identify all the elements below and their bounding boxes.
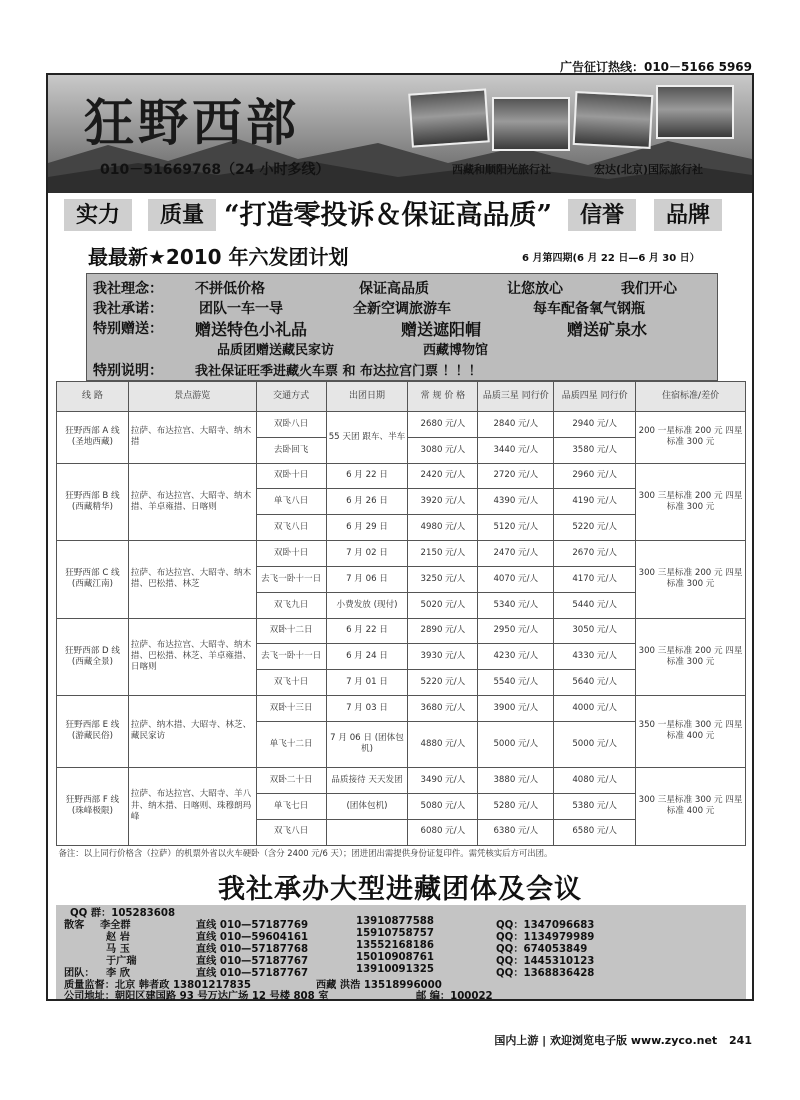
philosophy-label: 特别说明： bbox=[93, 363, 163, 379]
regular-price: 3250 元/人 bbox=[408, 566, 478, 592]
slogan-word: 实力 bbox=[64, 199, 132, 231]
photo-strip bbox=[410, 81, 740, 157]
hotel-standard: 300 三星标准 300 元 四星标准 400 元 bbox=[636, 767, 746, 845]
star3-price: 5280 元/人 bbox=[478, 793, 554, 819]
star3-price: 5000 元/人 bbox=[478, 721, 554, 767]
table-header-row bbox=[57, 382, 746, 412]
route-name: 狂野西部 F 线 (珠峰极限) bbox=[57, 767, 129, 845]
table-row bbox=[57, 695, 746, 721]
scenery-photo bbox=[492, 97, 570, 151]
quality-supervision-tibet: 西藏 洪浩 13518996000 bbox=[316, 980, 442, 991]
star4-price: 4330 元/人 bbox=[554, 644, 636, 670]
regular-price: 2680 元/人 bbox=[408, 412, 478, 438]
brand-logo: 狂野西部 bbox=[84, 93, 300, 152]
philosophy-item: 保证高品质 bbox=[359, 281, 429, 297]
contact-qq: QQ：1445310123 bbox=[496, 956, 595, 967]
philosophy-label: 我社承诺： bbox=[93, 301, 163, 317]
star4-price: 5440 元/人 bbox=[554, 592, 636, 618]
contact-qq: QQ：1368836428 bbox=[496, 968, 595, 979]
philosophy-note: 我社保证旺季进藏火车票 和 布达拉宫门票 ！！！ bbox=[195, 364, 482, 379]
group-conference-headline: 我社承办大型进藏团体及会议 bbox=[218, 874, 582, 905]
table-row bbox=[57, 463, 746, 489]
departure-dates: 6 月 26 日 bbox=[326, 489, 408, 515]
transport: 双卧十日 bbox=[256, 463, 326, 489]
contact-line: 直线 010—59604161 bbox=[196, 932, 309, 943]
column-header: 交通方式 bbox=[256, 382, 326, 412]
contact-name: 于广瑞 bbox=[106, 956, 137, 967]
column-header: 景点游览 bbox=[128, 382, 256, 412]
star4-price: 4000 元/人 bbox=[554, 695, 636, 721]
scenery-photo bbox=[573, 91, 654, 149]
star3-price: 4070 元/人 bbox=[478, 566, 554, 592]
star4-price: 4080 元/人 bbox=[554, 767, 636, 793]
company-address: 公司地址：朝阳区建国路 93 号万达广场 12 号楼 808 室 bbox=[64, 991, 329, 1002]
scenery-photo bbox=[408, 88, 490, 147]
regular-price: 6080 元/人 bbox=[408, 819, 478, 845]
regular-price: 3680 元/人 bbox=[408, 695, 478, 721]
transport: 双飞八日 bbox=[256, 515, 326, 541]
contact-mobile: 15910758757 bbox=[356, 928, 434, 939]
star4-price: 4190 元/人 bbox=[554, 489, 636, 515]
regular-price: 4880 元/人 bbox=[408, 721, 478, 767]
route-name: 狂野西部 D 线 (西藏全景) bbox=[57, 618, 129, 695]
contact-line: 直线 010—57187769 bbox=[196, 920, 309, 931]
star4-price: 5220 元/人 bbox=[554, 515, 636, 541]
contact-line: 直线 010—57187768 bbox=[196, 944, 309, 955]
table-note-row bbox=[57, 845, 746, 861]
contact-mobile: 13552168186 bbox=[356, 940, 434, 951]
route-sights: 拉萨、布达拉宫、大昭寺、羊八井、纳木措、日喀则、珠穆朗玛峰 bbox=[128, 767, 256, 845]
slogan-word: 信誉 bbox=[568, 199, 636, 231]
philosophy-label: 特别赠送： bbox=[93, 321, 163, 337]
column-header: 常 规 价 格 bbox=[408, 382, 478, 412]
regular-price: 3080 元/人 bbox=[408, 437, 478, 463]
star4-price: 4170 元/人 bbox=[554, 566, 636, 592]
departure-dates: 55 天团 跟车、半车 bbox=[326, 412, 408, 464]
departure-dates: 小费发放 (现付) bbox=[326, 592, 408, 618]
star3-price: 5540 元/人 bbox=[478, 670, 554, 696]
hotel-standard: 300 三星标准 200 元 四星标准 300 元 bbox=[636, 541, 746, 618]
philosophy-box bbox=[86, 273, 718, 381]
scenery-photo bbox=[656, 85, 734, 139]
contact-mobile: 13910877588 bbox=[356, 916, 434, 927]
route-sights: 拉萨、布达拉宫、大昭寺、纳木措、巴松措、林芝、羊卓雍措、日喀则 bbox=[128, 618, 256, 695]
star4-price: 5640 元/人 bbox=[554, 670, 636, 696]
regular-price: 3920 元/人 bbox=[408, 489, 478, 515]
star4-price: 2670 元/人 bbox=[554, 541, 636, 567]
ad-hotline: 广告征订热线：010－5166 5969 bbox=[559, 60, 752, 74]
star3-price: 4230 元/人 bbox=[478, 644, 554, 670]
quality-supervision: 质量监督：北京 韩者政 13801217835 bbox=[64, 980, 251, 991]
hotel-standard: 350 一星标准 300 元 四星标准 400 元 bbox=[636, 695, 746, 767]
contact-line: 直线 010—57187767 bbox=[196, 956, 309, 967]
transport: 单飞十二日 bbox=[256, 721, 326, 767]
contact-name: 李 欣 bbox=[106, 968, 130, 979]
philosophy-item: 赠送遮阳帽 bbox=[401, 320, 482, 339]
transport: 双卧十二日 bbox=[256, 618, 326, 644]
table-row bbox=[57, 412, 746, 438]
transport: 去飞一卧十一日 bbox=[256, 644, 326, 670]
philosophy-item: 西藏博物馆 bbox=[423, 343, 489, 358]
departure-dates: 7 月 06 日 bbox=[326, 566, 408, 592]
contact-mobile: 15010908761 bbox=[356, 952, 434, 963]
transport: 双卧十日 bbox=[256, 541, 326, 567]
regular-price: 3930 元/人 bbox=[408, 644, 478, 670]
column-header: 品质三星 同行价 bbox=[478, 382, 554, 412]
transport: 去卧回飞 bbox=[256, 437, 326, 463]
agency-name: 西藏和顺阳光旅行社 bbox=[452, 163, 551, 176]
star4-price: 3050 元/人 bbox=[554, 618, 636, 644]
page-footer bbox=[494, 1032, 752, 1048]
plan-period: 6 月第四期(6 月 22 日—6 月 30 日） bbox=[522, 253, 700, 264]
star3-price: 5120 元/人 bbox=[478, 515, 554, 541]
philosophy-item: 不拼低价格 bbox=[195, 281, 265, 297]
star3-price: 6380 元/人 bbox=[478, 819, 554, 845]
slogan-main: “打造零投诉＆保证高品质” bbox=[224, 200, 553, 231]
star3-price: 3440 元/人 bbox=[478, 437, 554, 463]
star3-price: 5340 元/人 bbox=[478, 592, 554, 618]
star4-price: 6580 元/人 bbox=[554, 819, 636, 845]
philosophy-item: 赠送矿泉水 bbox=[567, 320, 648, 339]
philosophy-label: 我社理念： bbox=[93, 281, 163, 297]
star3-price: 3880 元/人 bbox=[478, 767, 554, 793]
philosophy-item: 团队一车一导 bbox=[199, 301, 283, 317]
transport: 双卧十三日 bbox=[256, 695, 326, 721]
plan-title: 最最新★2010 年六发团计划 bbox=[88, 245, 349, 269]
departure-dates: 品质接待 天天发团 bbox=[326, 767, 408, 793]
contact-name: 马 玉 bbox=[106, 944, 130, 955]
table-row bbox=[57, 767, 746, 793]
philosophy-item: 赠送特色小礼品 bbox=[195, 320, 308, 339]
column-header: 线 路 bbox=[57, 382, 129, 412]
hotel-standard: 200 一星标准 200 元 四星标准 300 元 bbox=[636, 412, 746, 464]
philosophy-item: 全新空调旅游车 bbox=[353, 301, 451, 317]
star3-price: 2470 元/人 bbox=[478, 541, 554, 567]
agency-name: 宏达(北京)国际旅行社 bbox=[594, 163, 704, 176]
zip-code: 邮 编：100022 bbox=[416, 991, 493, 1002]
ad-frame bbox=[46, 73, 754, 1001]
route-sights: 拉萨、布达拉宫、大昭寺、纳木措、羊卓雍措、日喀则 bbox=[128, 463, 256, 540]
table-note: 备注：以上同行价格含（拉萨）的机票外省以火车硬卧（含分 2400 元/6 天）；团进团出需提供身份证复印件。需凭核实后方可出团。 bbox=[57, 845, 746, 861]
regular-price: 2420 元/人 bbox=[408, 463, 478, 489]
transport: 单飞八日 bbox=[256, 489, 326, 515]
page-number: 241 bbox=[729, 1034, 752, 1047]
contact-line: 直线 010—57187767 bbox=[196, 968, 309, 979]
philosophy-item: 每车配备氧气钢瓶 bbox=[533, 301, 645, 317]
route-name: 狂野西部 E 线 (游藏民俗) bbox=[57, 695, 129, 767]
column-header: 出团日期 bbox=[326, 382, 408, 412]
departure-dates: (团体包机) bbox=[326, 793, 408, 819]
contact-name: 李全群 bbox=[100, 920, 131, 931]
star4-price: 2940 元/人 bbox=[554, 412, 636, 438]
table-row bbox=[57, 618, 746, 644]
column-header: 住宿标准/差价 bbox=[636, 382, 746, 412]
contact-mobile: 13910091325 bbox=[356, 964, 434, 975]
slogan-word: 品牌 bbox=[654, 199, 722, 231]
route-sights: 拉萨、纳木措、大昭寺、林芝、藏民家访 bbox=[128, 695, 256, 767]
regular-price: 2150 元/人 bbox=[408, 541, 478, 567]
star3-price: 2840 元/人 bbox=[478, 412, 554, 438]
star4-price: 3580 元/人 bbox=[554, 437, 636, 463]
star3-price: 2720 元/人 bbox=[478, 463, 554, 489]
philosophy-item: 让您放心 bbox=[507, 281, 563, 297]
tour-price-table bbox=[56, 381, 746, 861]
contact-qq: QQ：1134979989 bbox=[496, 932, 595, 943]
contact-role: 散客 bbox=[64, 920, 85, 931]
hotel-standard: 300 三星标准 200 元 四星标准 300 元 bbox=[636, 618, 746, 695]
departure-dates: 6 月 29 日 bbox=[326, 515, 408, 541]
transport: 单飞七日 bbox=[256, 793, 326, 819]
banner-phone: 010－51669768（24 小时多线） bbox=[100, 162, 330, 178]
departure-dates: 7 月 02 日 bbox=[326, 541, 408, 567]
regular-price: 3490 元/人 bbox=[408, 767, 478, 793]
contact-qq: QQ：674053849 bbox=[496, 944, 588, 955]
banner bbox=[48, 75, 752, 193]
departure-dates: 6 月 24 日 bbox=[326, 644, 408, 670]
footer-text: 国内上游 | 欢迎浏览电子版 www.zyco.net bbox=[494, 1034, 718, 1047]
route-sights: 拉萨、布达拉宫、大昭寺、纳木措、巴松措、林芝 bbox=[128, 541, 256, 618]
route-name: 狂野西部 A 线 (圣地西藏) bbox=[57, 412, 129, 464]
table-row bbox=[57, 541, 746, 567]
departure-dates: 7 月 03 日 bbox=[326, 695, 408, 721]
star3-price: 4390 元/人 bbox=[478, 489, 554, 515]
departure-dates: 6 月 22 日 bbox=[326, 463, 408, 489]
philosophy-item: 品质团赠送藏民家访 bbox=[217, 343, 335, 358]
philosophy-item: 我们开心 bbox=[621, 281, 677, 297]
regular-price: 4980 元/人 bbox=[408, 515, 478, 541]
contact-name: 赵 岩 bbox=[106, 932, 130, 943]
qq-group: QQ 群：105283608 bbox=[70, 908, 176, 919]
column-header: 品质四星 同行价 bbox=[554, 382, 636, 412]
transport: 双卧二十日 bbox=[256, 767, 326, 793]
contact-qq: QQ：1347096683 bbox=[496, 920, 595, 931]
slogan-word: 质量 bbox=[148, 199, 216, 231]
slogan-bar bbox=[48, 195, 752, 237]
route-name: 狂野西部 B 线 (西藏精华) bbox=[57, 463, 129, 540]
contact-role: 团队： bbox=[64, 968, 95, 979]
star4-price: 5000 元/人 bbox=[554, 721, 636, 767]
star4-price: 2960 元/人 bbox=[554, 463, 636, 489]
transport: 双飞十日 bbox=[256, 670, 326, 696]
transport: 去飞一卧十一日 bbox=[256, 566, 326, 592]
transport: 双飞九日 bbox=[256, 592, 326, 618]
route-name: 狂野西部 C 线 (西藏江南) bbox=[57, 541, 129, 618]
departure-dates: 7 月 01 日 bbox=[326, 670, 408, 696]
star3-price: 2950 元/人 bbox=[478, 618, 554, 644]
hotel-standard: 300 三星标准 200 元 四星标准 300 元 bbox=[636, 463, 746, 540]
regular-price: 5020 元/人 bbox=[408, 592, 478, 618]
star3-price: 3900 元/人 bbox=[478, 695, 554, 721]
star4-price: 5380 元/人 bbox=[554, 793, 636, 819]
departure-dates: 6 月 22 日 bbox=[326, 618, 408, 644]
regular-price: 5080 元/人 bbox=[408, 793, 478, 819]
regular-price: 5220 元/人 bbox=[408, 670, 478, 696]
route-sights: 拉萨、布达拉宫、大昭寺、纳木措 bbox=[128, 412, 256, 464]
departure-dates bbox=[326, 819, 408, 845]
departure-dates: 7 月 06 日 (团体包机) bbox=[326, 721, 408, 767]
contact-box bbox=[56, 905, 746, 1002]
transport: 双卧八日 bbox=[256, 412, 326, 438]
regular-price: 2890 元/人 bbox=[408, 618, 478, 644]
transport: 双飞八日 bbox=[256, 819, 326, 845]
